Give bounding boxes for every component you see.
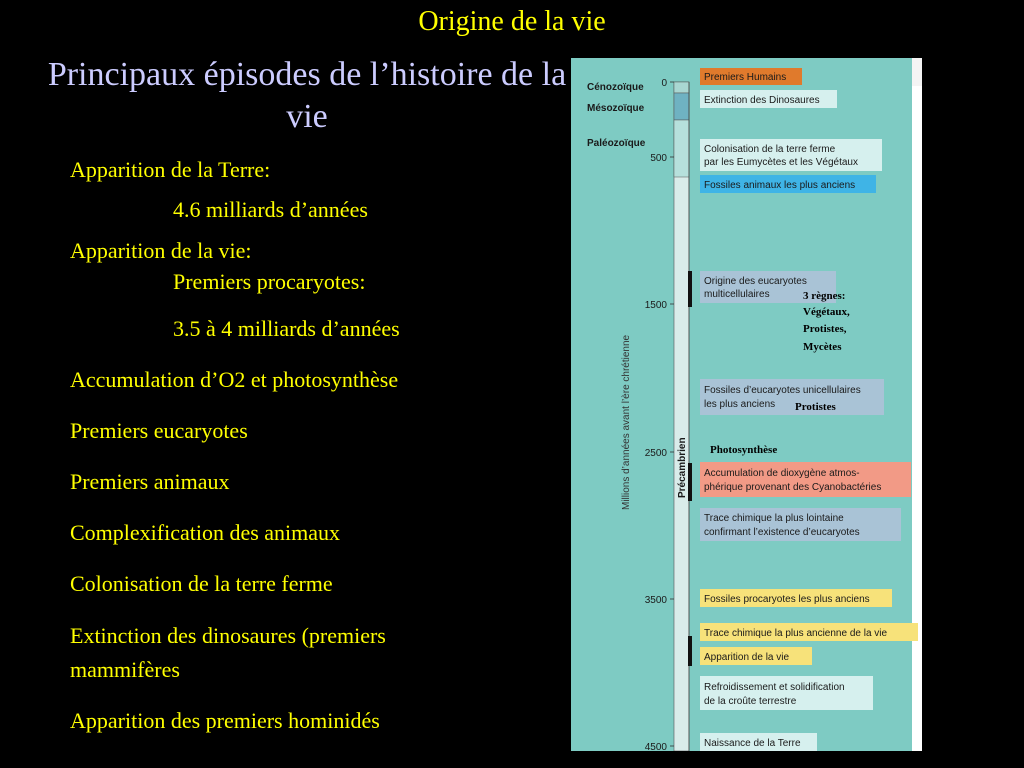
note-regnes-line3: Protistes,	[803, 323, 847, 335]
episode-colonisation: Colonisation de la terre ferme	[70, 571, 333, 596]
event-colonisation-line2: par les Eumycètes et les Végétaux	[704, 157, 858, 168]
episode-terre: Apparition de la Terre:	[70, 157, 271, 182]
precambrien-label: Précambrien	[677, 437, 688, 498]
episode-animaux: Premiers animaux	[70, 469, 230, 494]
tick-label-500: 500	[650, 153, 667, 164]
tick-label-4500: 4500	[644, 742, 667, 751]
event-eucaryotes-uni-line1: Fossiles d’eucaryotes unicellulaires	[704, 385, 861, 396]
episode-procaryotes-age: 3.5 à 4 milliards d’années	[173, 316, 400, 341]
event-apparition-vie: Apparition de la vie	[704, 652, 790, 663]
paleozoic-band	[674, 120, 689, 177]
episode-o2: Accumulation d’O2 et photosynthèse	[70, 367, 399, 392]
note-regnes-line1: 3 règnes:	[803, 290, 846, 302]
mesozoic-band	[674, 93, 689, 120]
episode-extinction-line1: Extinction des dinosaures (premiers	[70, 623, 386, 648]
tick-label-2500: 2500	[644, 448, 667, 459]
tick-label-3500: 3500	[644, 595, 667, 606]
era-paleozoic: Paléozoïque	[587, 138, 646, 149]
event-eucaryotes-uni-line2: les plus anciens	[704, 399, 776, 410]
event-refroidissement-line1: Refroidissement et solidification	[704, 682, 845, 693]
event-dioxygene-line1: Accumulation de dioxygène atmos-	[704, 468, 860, 479]
timeline-column	[674, 82, 689, 751]
event-naissance-terre: Naissance de la Terre	[704, 738, 801, 749]
event-eucaryotes-multi-line1: Origine des eucaryotes	[704, 276, 807, 287]
axis-label: Millions d’années avant l’ère chrétienne	[621, 334, 632, 510]
note-protistes: Protistes	[795, 401, 836, 413]
cenozoic-band	[674, 82, 689, 93]
tick-label-0: 0	[661, 78, 667, 89]
era-cenozoic: Cénozoïque	[587, 82, 644, 93]
timeline-diagram	[571, 58, 922, 751]
page-heading: Principaux épisodes de l’histoire de la vie	[47, 56, 567, 135]
episode-hominides: Apparition des premiers hominidés	[70, 708, 380, 733]
episode-terre-age: 4.6 milliards d’années	[173, 197, 368, 222]
note-regnes-line4: Mycètes	[803, 341, 842, 353]
event-fossiles-animaux: Fossiles animaux les plus anciens	[704, 180, 856, 191]
episode-extinction-line2: mammifères	[70, 657, 180, 682]
event-eucaryotes-multi-line2: multicellulaires	[704, 289, 770, 300]
event-extinction: Extinction des Dinosaures	[704, 95, 820, 106]
slide-title: Origine de la vie	[418, 6, 606, 37]
event-refroidissement-line2: de la croûte terrestre	[704, 696, 797, 707]
tick-label-1500: 1500	[644, 300, 667, 311]
event-trace-vie: Trace chimique la plus ancienne de la vie	[704, 628, 888, 639]
event-fossiles-procaryotes: Fossiles procaryotes les plus anciens	[704, 594, 870, 605]
note-photosynthese: Photosynthèse	[710, 444, 778, 456]
note-regnes-line2: Végétaux,	[803, 306, 850, 318]
episode-vie: Apparition de la vie:	[70, 238, 252, 263]
episode-complexification: Complexification des animaux	[70, 520, 341, 545]
event-premiers-humains: Premiers Humains	[704, 72, 787, 83]
event-colonisation-line1: Colonisation de la terre ferme	[704, 144, 836, 155]
episode-procaryotes: Premiers procaryotes:	[173, 269, 366, 294]
event-trace-eucaryotes-line1: Trace chimique la plus lointaine	[704, 513, 844, 524]
event-trace-eucaryotes-line2: confirmant l’existence d’eucaryotes	[704, 527, 860, 538]
era-mesozoic: Mésozoïque	[587, 103, 645, 114]
event-dioxygene-line2: phérique provenant des Cyanobactéries	[704, 482, 882, 493]
episode-eucaryotes: Premiers eucaryotes	[70, 418, 248, 443]
